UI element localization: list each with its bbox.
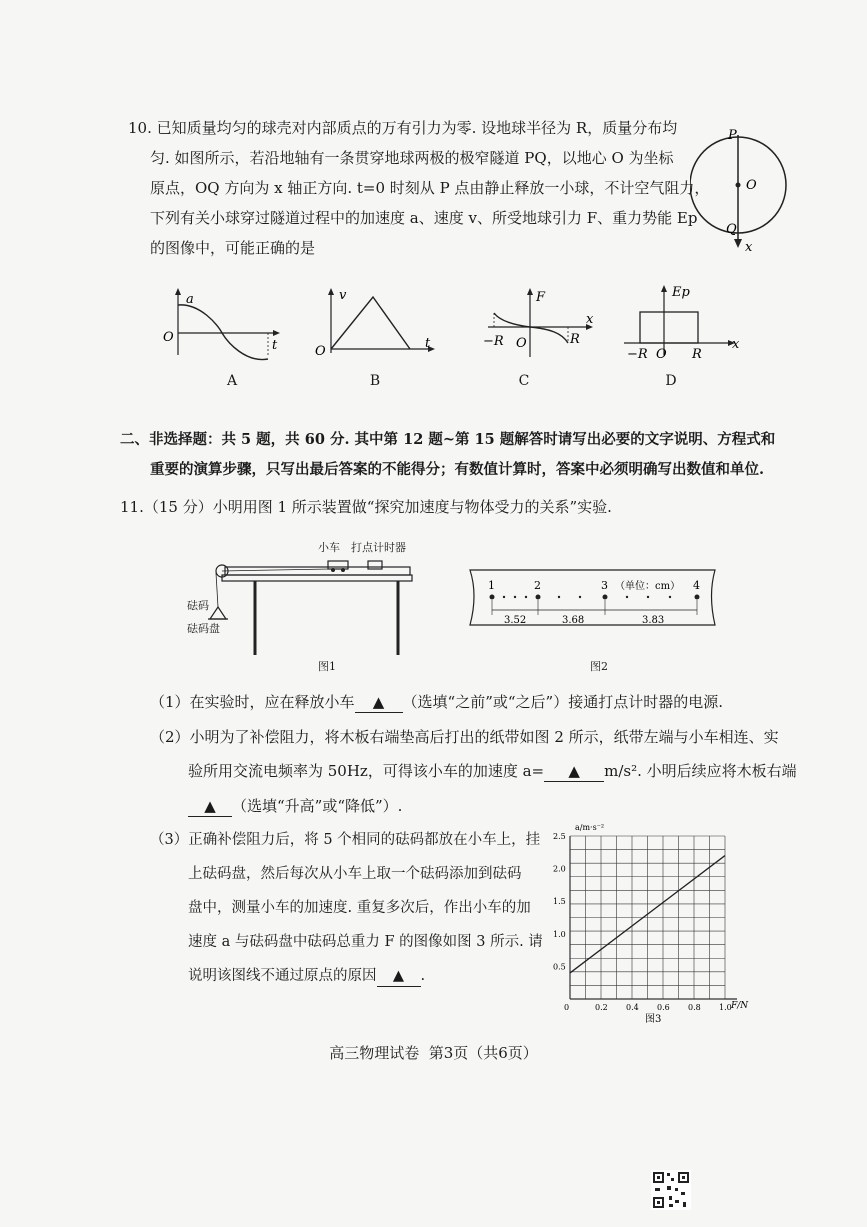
fig3-xlabel: F/N: [731, 1001, 749, 1011]
fig3-ytick-label: 2.5: [553, 832, 566, 841]
graph-d-origin: O: [656, 347, 667, 362]
label-o: O: [746, 178, 757, 193]
option-a-label: A: [226, 373, 238, 389]
answer-blank-2[interactable]: ▲: [544, 761, 604, 782]
option-d-label: D: [665, 373, 677, 389]
graph-b-origin: O: [315, 344, 326, 359]
q11-part3-line5-a: 说明该图线不通过原点的原因: [188, 968, 377, 984]
fig2-caption: 图2: [590, 660, 608, 673]
curve-c-left: [494, 313, 530, 327]
q11-part2-line3: [188, 796, 402, 817]
graph-b-ylabel: v: [339, 288, 347, 303]
graph-b: [315, 285, 440, 365]
curve-d-box: [640, 312, 698, 343]
graph-c-posr: R: [570, 332, 580, 347]
curve-c-right: [530, 327, 568, 343]
x-axis-arrow: [734, 239, 742, 248]
point-label-3: 3: [601, 579, 608, 592]
graph-a: [160, 285, 285, 365]
fig3-xticks: [564, 1003, 732, 1012]
fig3-ytick-label: 1.0: [553, 929, 566, 939]
q11-intro: 11.（15 分）小明用图 1 所示装置做“探究加速度与物体受力的关系”实验.: [120, 498, 612, 516]
fig1-label-top: 小车 打点计时器: [318, 541, 406, 554]
fig1-label-pan: 砝码盘: [187, 622, 220, 635]
q11-part1-b: （选填“之前”或“之后”）接通打点计时器的电源.: [402, 693, 723, 711]
q10-line-4: 下列有关小球穿过隧道过程中的加速度 a、速度 v、所受地球引力 F、重力势能 Ep: [150, 209, 698, 227]
dot-1: [490, 595, 495, 600]
q11-part3-line5: 说明该图线不通过原点的原因 ▲ .: [188, 966, 425, 987]
label-x: x: [745, 240, 753, 255]
q11-part2-line1: （2）小明为了补偿阻力，将木板右端垫高后打出的纸带如图 2 所示，纸带左端与小车相连、实: [150, 728, 779, 746]
q11-part2-line2: [188, 761, 797, 782]
graph-d: [622, 280, 747, 365]
dot-3: [603, 595, 608, 600]
graph-d-xlabel: x: [732, 337, 740, 352]
dot-4: [695, 595, 700, 600]
fig3-chart: [545, 818, 755, 1033]
graph-d-ylabel: Ep: [672, 285, 690, 300]
q11-part3-line2: 上砝码盘，然后每次从小车上取一个砝码添加到砝码: [188, 866, 522, 882]
fig3-xtick-label: 0.6: [657, 1003, 670, 1012]
graph-a-origin: O: [163, 330, 174, 345]
graph-a-ylabel: a: [186, 292, 194, 307]
graph-c-negr: −R: [483, 334, 504, 349]
point-label-2: 2: [534, 579, 541, 592]
point-label-4: 4: [693, 579, 700, 592]
fig3-ytick-label: 0.5: [553, 962, 566, 972]
option-c-label: C: [518, 373, 530, 389]
center-dot: [736, 183, 741, 188]
fig3-yticks: [553, 832, 566, 971]
fig2-tape: [460, 565, 720, 630]
fig3-ytick-label: 2.0: [553, 864, 566, 874]
fig1-apparatus: [200, 555, 415, 665]
fig3-ytick-label: 1.5: [553, 897, 566, 907]
graph-c-xlabel: x: [586, 312, 594, 327]
answer-blank-4[interactable]: ▲: [377, 966, 421, 987]
point-label-1: 1: [488, 579, 495, 592]
distance-1: 3.52: [504, 615, 527, 626]
fig3-xtick-label: 0.4: [626, 1003, 639, 1012]
dot-2: [536, 595, 541, 600]
label-q: Q: [726, 222, 737, 237]
fig3-xtick-label: 0.8: [688, 1003, 701, 1012]
q10-line-5: 的图像中，可能正确的是: [150, 239, 316, 257]
distance-3: 3.83: [642, 615, 665, 626]
q11-part2-line2-a: 验所用交流电频率为 50Hz，可得该小车的加速度 a=: [188, 762, 545, 780]
section2-line-2: 重要的演算步骤，只写出最后答案的不能得分；有数值计算时，答案中必须明确写出数值和单位.: [150, 461, 765, 478]
tape-unit: （单位：cm）: [615, 581, 681, 592]
q11-part1-a: （1）在实验时，应在释放小车: [150, 693, 355, 711]
q11-part3-line4: 速度 a 与砝码盘中砝码总重力 F 的图像如图 3 所示. 请: [188, 934, 543, 950]
distance-2: 3.68: [562, 615, 585, 626]
fig3-grid: [570, 836, 737, 999]
fig3-xtick-label: 1.0: [719, 1003, 732, 1012]
q11-part2-line2-b: m/s². 小明后续应将木板右端: [604, 762, 797, 780]
label-p: P: [728, 128, 737, 143]
fig1-caption: 图1: [318, 660, 336, 673]
curve-b: [331, 297, 410, 349]
page-footer: 高三物理试卷 第3页（共6页）: [329, 1044, 538, 1062]
fig3-caption: 图3: [645, 1014, 662, 1025]
q10-line-2: 匀. 如图所示，若沿地轴有一条贯穿地球两极的极窄隧道 PQ，以地心 O 为坐标: [150, 149, 674, 167]
graph-d-negr: −R: [627, 347, 648, 362]
answer-blank-1[interactable]: ▲: [355, 692, 403, 713]
fig3-xtick-label: 0: [564, 1003, 570, 1012]
graph-c-ylabel: F: [536, 290, 546, 305]
graph-a-xlabel: t: [272, 338, 278, 353]
graph-b-xlabel: t: [425, 336, 431, 351]
answer-blank-3[interactable]: ▲: [188, 796, 232, 817]
fig3-ylabel: a/m·s⁻²: [575, 823, 605, 832]
q10-line-3: 原点，OQ 方向为 x 轴正方向. t=0 时刻从 P 点由静止释放一小球，不计空气阻力，: [150, 179, 710, 197]
qr-code-icon: [651, 1170, 691, 1210]
q10-line-1: 10. 已知质量均匀的球壳对内部质点的万有引力为零. 设地球半径为 R，质量分布均: [128, 119, 678, 137]
fig1-label-weight: 砝码: [187, 599, 209, 612]
q11-part3-line3: 盘中，测量小车的加速度. 重复多次后，作出小车的加: [188, 900, 531, 916]
earth-diagram: [690, 125, 800, 260]
graph-c: [480, 285, 605, 365]
fig3-xtick-label: 0.2: [595, 1003, 608, 1012]
graph-d-posr: R: [692, 347, 702, 362]
curve-a: [178, 305, 268, 360]
q11-part2-line3-b: （选填“升高”或“降低”）.: [232, 797, 403, 815]
option-b-label: B: [369, 373, 381, 389]
q11-part1: [150, 692, 723, 713]
graph-c-origin: O: [516, 336, 527, 351]
section2-line-1: 二、非选择题：共 5 题，共 60 分. 其中第 12 题~第 15 题解答时请写出必要的文字说明、方程式和: [120, 431, 776, 448]
q11-part3-line1: （3）正确补偿阻力后，将 5 个相同的砝码都放在小车上，挂: [150, 832, 541, 848]
